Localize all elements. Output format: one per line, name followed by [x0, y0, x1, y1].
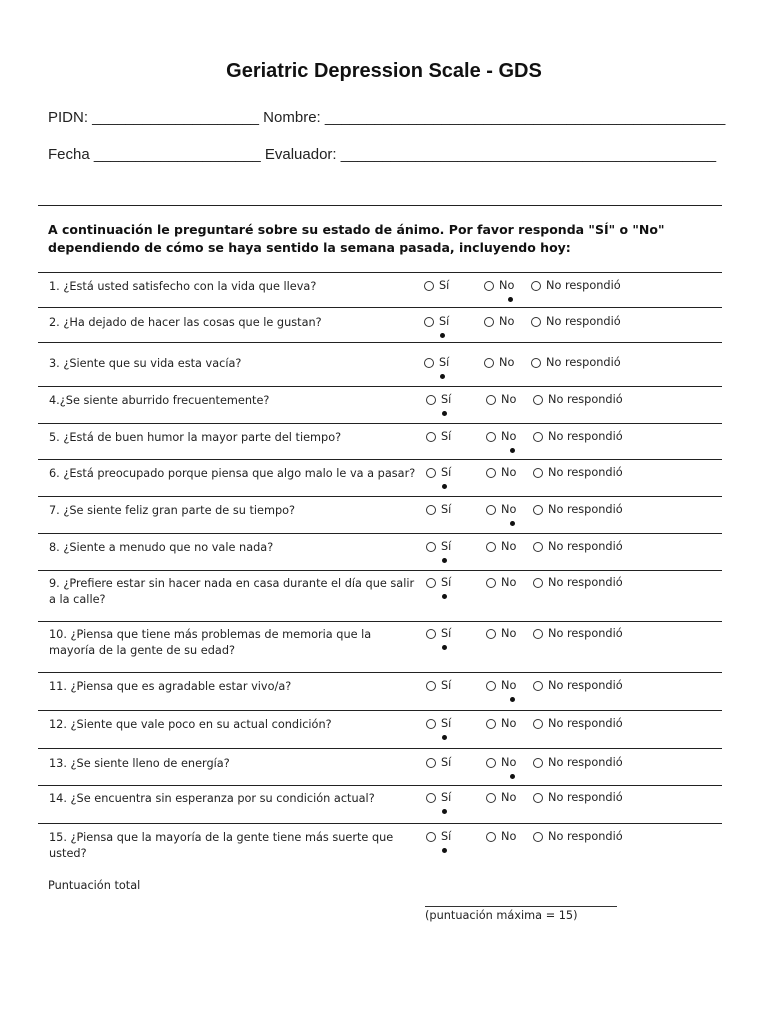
option-label: Sí — [441, 430, 452, 443]
option-no-answer[interactable] — [533, 717, 623, 730]
option-no[interactable] — [486, 503, 516, 516]
option-label: No — [501, 830, 517, 843]
option-label: Sí — [439, 315, 450, 328]
option-label: No — [501, 430, 517, 443]
row-divider — [38, 570, 722, 571]
option-label: Sí — [441, 540, 452, 553]
option-yes[interactable] — [426, 540, 451, 553]
row-divider — [38, 823, 722, 824]
option-yes[interactable] — [424, 279, 449, 292]
radio-icon[interactable] — [531, 358, 541, 368]
radio-icon[interactable] — [486, 629, 496, 639]
option-label: No — [501, 503, 517, 516]
option-no[interactable] — [486, 430, 516, 443]
page-title: Geriatric Depression Scale - GDS — [226, 60, 542, 82]
option-no[interactable] — [486, 466, 516, 479]
option-label: Sí — [441, 466, 452, 479]
answer-mark — [442, 645, 447, 650]
option-yes[interactable] — [426, 576, 451, 589]
option-label: No respondió — [546, 279, 621, 292]
question-text: 4.¿Se siente aburrido frecuentemente? — [49, 394, 270, 407]
question-text: 11. ¿Piensa que es agradable estar vivo/a? — [49, 680, 292, 693]
option-no-answer[interactable] — [533, 540, 623, 553]
row-divider — [38, 459, 722, 460]
option-label: No — [501, 393, 517, 406]
radio-icon[interactable] — [426, 832, 436, 842]
option-no[interactable] — [484, 356, 514, 369]
option-label: No respondió — [546, 356, 621, 369]
option-yes[interactable] — [424, 356, 449, 369]
row-divider — [38, 748, 722, 749]
option-label: No respondió — [548, 830, 623, 843]
radio-icon[interactable] — [486, 832, 496, 842]
option-yes[interactable] — [426, 466, 451, 479]
option-no[interactable] — [486, 540, 516, 553]
option-label: Sí — [441, 576, 452, 589]
radio-icon[interactable] — [533, 578, 543, 588]
question-text: 12. ¿Siente que vale poco en su actual condición? — [49, 718, 332, 731]
option-label: No — [499, 315, 515, 328]
option-no-answer[interactable] — [531, 315, 621, 328]
option-label: No — [501, 717, 517, 730]
radio-icon[interactable] — [533, 758, 543, 768]
answer-mark — [442, 809, 447, 814]
option-yes[interactable] — [426, 717, 451, 730]
option-label: No respondió — [548, 717, 623, 730]
answer-mark — [440, 333, 445, 338]
option-no[interactable] — [486, 576, 516, 589]
answer-mark — [510, 697, 515, 702]
answer-mark — [442, 411, 447, 416]
option-no-answer[interactable] — [533, 466, 623, 479]
option-label: No respondió — [548, 576, 623, 589]
radio-icon[interactable] — [426, 681, 436, 691]
option-yes[interactable] — [426, 503, 451, 516]
radio-icon[interactable] — [533, 719, 543, 729]
row-divider — [38, 342, 722, 343]
option-label: Sí — [441, 756, 452, 769]
option-yes[interactable] — [426, 627, 451, 640]
radio-icon[interactable] — [533, 681, 543, 691]
radio-icon[interactable] — [486, 468, 496, 478]
option-label: No — [501, 679, 517, 692]
radio-icon[interactable] — [484, 358, 494, 368]
option-no[interactable] — [486, 393, 516, 406]
option-no-answer[interactable] — [533, 679, 623, 692]
option-no[interactable] — [486, 717, 516, 730]
question-text: 9. ¿Prefiere estar sin hacer nada en casa durante el día que salir a la calle? — [49, 577, 415, 606]
option-label: No — [501, 576, 517, 589]
option-no[interactable] — [486, 756, 516, 769]
option-no[interactable] — [486, 679, 516, 692]
option-no[interactable] — [486, 791, 516, 804]
answer-mark — [508, 297, 513, 302]
radio-icon[interactable] — [533, 793, 543, 803]
option-label: Sí — [441, 717, 452, 730]
option-no[interactable] — [484, 315, 514, 328]
option-yes[interactable] — [426, 791, 451, 804]
option-label: No respondió — [548, 430, 623, 443]
option-label: Sí — [441, 393, 452, 406]
option-label: No — [501, 791, 517, 804]
option-label: No — [499, 356, 515, 369]
radio-icon[interactable] — [533, 505, 543, 515]
question-text: 15. ¿Piensa que la mayoría de la gente tiene más suerte que usted? — [49, 831, 394, 860]
radio-icon[interactable] — [486, 578, 496, 588]
row-divider — [38, 423, 722, 424]
radio-icon[interactable] — [424, 317, 434, 327]
option-label: No respondió — [548, 679, 623, 692]
instructions-text: A continuación le preguntaré sobre su estado de ánimo. Por favor responda "SÍ" o "No" dependiendo de cómo se haya sentido la semana pasada, incluyendo hoy: — [48, 222, 665, 255]
answer-mark — [442, 735, 447, 740]
answer-mark — [440, 374, 445, 379]
answer-mark — [442, 848, 447, 853]
option-label: Sí — [441, 830, 452, 843]
radio-icon[interactable] — [486, 681, 496, 691]
radio-icon[interactable] — [533, 542, 543, 552]
question-text: 10. ¿Piensa que tiene más problemas de memoria que la mayoría de la gente de su edad? — [49, 628, 372, 657]
radio-icon[interactable] — [426, 542, 436, 552]
option-no-answer[interactable] — [533, 393, 623, 406]
option-no-answer[interactable] — [533, 576, 623, 589]
option-no-answer[interactable] — [533, 430, 623, 443]
option-label: No — [499, 279, 515, 292]
option-yes[interactable] — [426, 679, 451, 692]
radio-icon[interactable] — [533, 432, 543, 442]
answer-mark — [510, 448, 515, 453]
option-label: Sí — [441, 627, 452, 640]
option-no-answer[interactable] — [531, 356, 621, 369]
radio-icon[interactable] — [486, 719, 496, 729]
answer-mark — [510, 774, 515, 779]
option-label: No respondió — [548, 393, 623, 406]
radio-icon[interactable] — [426, 505, 436, 515]
question-text: 6. ¿Está preocupado porque piensa que algo malo le va a pasar? — [49, 467, 416, 480]
radio-icon[interactable] — [424, 281, 434, 291]
option-label: No — [501, 627, 517, 640]
option-yes[interactable] — [426, 756, 451, 769]
radio-icon[interactable] — [486, 395, 496, 405]
option-yes[interactable] — [426, 430, 451, 443]
option-label: No respondió — [548, 627, 623, 640]
option-yes[interactable] — [424, 315, 449, 328]
fecha-evaluador-line[interactable]: Fecha ____________________ Evaluador: _____________________________________________ — [48, 146, 717, 163]
option-label: Sí — [441, 503, 452, 516]
row-divider — [38, 496, 722, 497]
option-label: No respondió — [546, 315, 621, 328]
total-score-label: Puntuación total — [48, 879, 141, 892]
question-text: 2. ¿Ha dejado de hacer las cosas que le gustan? — [49, 316, 322, 329]
option-yes[interactable] — [426, 393, 451, 406]
option-label: No respondió — [548, 756, 623, 769]
row-divider — [38, 672, 722, 673]
option-label: No respondió — [548, 540, 623, 553]
radio-icon[interactable] — [426, 395, 436, 405]
option-no[interactable] — [486, 627, 516, 640]
option-label: Sí — [439, 279, 450, 292]
option-no[interactable] — [484, 279, 514, 292]
option-label: No respondió — [548, 503, 623, 516]
option-no-answer[interactable] — [533, 830, 623, 843]
option-label: No — [501, 756, 517, 769]
answer-mark — [442, 558, 447, 563]
section-divider — [38, 205, 722, 206]
radio-icon[interactable] — [484, 317, 494, 327]
radio-icon[interactable] — [533, 468, 543, 478]
row-divider — [38, 307, 722, 308]
row-divider — [38, 785, 722, 786]
radio-icon[interactable] — [533, 629, 543, 639]
radio-icon[interactable] — [486, 432, 496, 442]
option-no-answer[interactable] — [533, 503, 623, 516]
row-divider — [38, 621, 722, 622]
answer-mark — [510, 521, 515, 526]
option-no-answer[interactable] — [533, 756, 623, 769]
radio-icon[interactable] — [533, 395, 543, 405]
option-label: Sí — [441, 679, 452, 692]
radio-icon[interactable] — [426, 793, 436, 803]
pidn-nombre-line[interactable]: PIDN: ____________________ Nombre: ________________________________________________ — [48, 109, 726, 126]
question-text: 1. ¿Está usted satisfecho con la vida que lleva? — [49, 280, 317, 293]
option-no-answer[interactable] — [533, 627, 623, 640]
option-no[interactable] — [486, 830, 516, 843]
radio-icon[interactable] — [424, 358, 434, 368]
radio-icon[interactable] — [486, 542, 496, 552]
radio-icon[interactable] — [484, 281, 494, 291]
radio-icon[interactable] — [426, 758, 436, 768]
question-text: 8. ¿Siente a menudo que no vale nada? — [49, 541, 274, 554]
question-text: 5. ¿Está de buen humor la mayor parte del tiempo? — [49, 431, 342, 444]
row-divider — [38, 272, 722, 273]
answer-mark — [442, 594, 447, 599]
option-label: No respondió — [548, 466, 623, 479]
option-label: No respondió — [548, 791, 623, 804]
radio-icon[interactable] — [426, 578, 436, 588]
option-yes[interactable] — [426, 830, 451, 843]
radio-icon[interactable] — [486, 793, 496, 803]
radio-icon[interactable] — [486, 505, 496, 515]
row-divider — [38, 386, 722, 387]
radio-icon[interactable] — [486, 758, 496, 768]
option-label: No — [501, 466, 517, 479]
row-divider — [38, 533, 722, 534]
radio-icon[interactable] — [426, 719, 436, 729]
option-label: No — [501, 540, 517, 553]
radio-icon[interactable] — [531, 281, 541, 291]
radio-icon[interactable] — [533, 832, 543, 842]
radio-icon[interactable] — [426, 468, 436, 478]
question-text: 3. ¿Siente que su vida esta vacía? — [49, 357, 242, 370]
option-no-answer[interactable] — [533, 791, 623, 804]
option-label: Sí — [439, 356, 450, 369]
total-score-field[interactable] — [425, 906, 617, 907]
answer-mark — [442, 484, 447, 489]
radio-icon[interactable] — [531, 317, 541, 327]
option-no-answer[interactable] — [531, 279, 621, 292]
max-score-note: (puntuación máxima = 15) — [425, 909, 578, 922]
radio-icon[interactable] — [426, 629, 436, 639]
question-text: 13. ¿Se siente lleno de energía? — [49, 757, 230, 770]
question-text: 7. ¿Se siente feliz gran parte de su tiempo? — [49, 504, 296, 517]
option-label: Sí — [441, 791, 452, 804]
radio-icon[interactable] — [426, 432, 436, 442]
question-text: 14. ¿Se encuentra sin esperanza por su condición actual? — [49, 792, 375, 805]
row-divider — [38, 710, 722, 711]
